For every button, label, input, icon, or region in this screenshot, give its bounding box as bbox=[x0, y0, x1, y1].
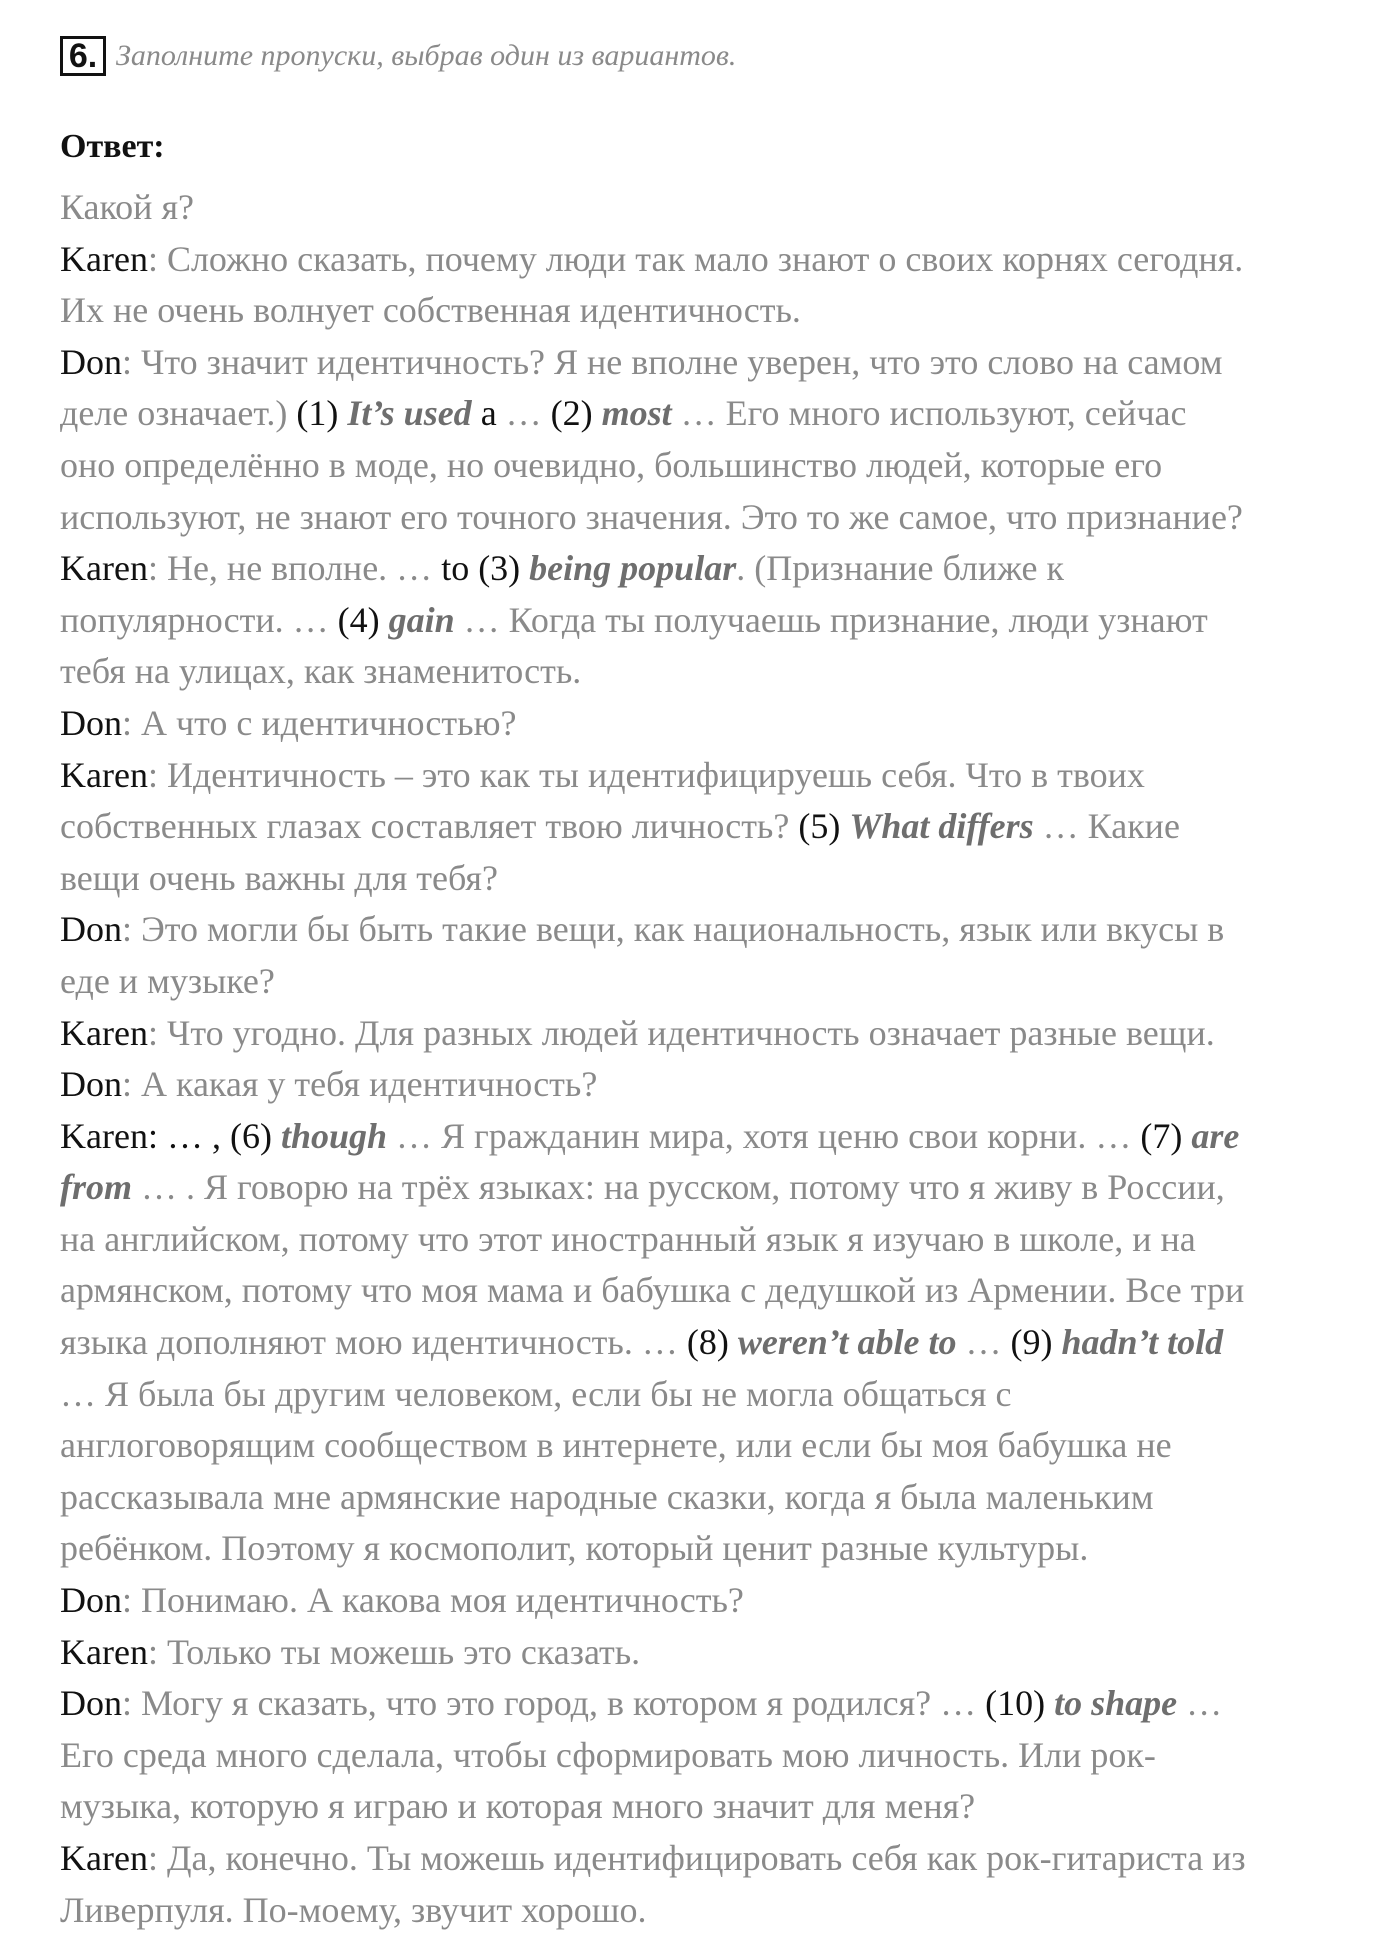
speaker-or-marker: a bbox=[471, 393, 506, 434]
text-line bbox=[60, 750, 1380, 802]
answer-fill: It’s used bbox=[347, 393, 472, 434]
text-line bbox=[60, 853, 1380, 905]
text-segment: … Какие bbox=[1033, 806, 1180, 847]
answer-fill: to shape bbox=[1054, 1683, 1178, 1724]
speaker-or-marker: to (3) bbox=[441, 548, 530, 589]
text-segment: используют, не знают его точного значения. Это то же самое, что признание? bbox=[60, 496, 1243, 537]
text-line bbox=[60, 543, 1380, 595]
text-line bbox=[60, 595, 1380, 647]
answer-fill: weren’t able to bbox=[737, 1322, 957, 1363]
text-line bbox=[60, 1369, 1380, 1421]
text-segment: ребёнком. Поэтому я космополит, который ценит разные культуры. bbox=[60, 1528, 1089, 1569]
text-segment: … bbox=[956, 1322, 1011, 1363]
text-segment: : А что с идентичностью? bbox=[122, 702, 517, 743]
speaker-or-marker: Don bbox=[60, 1580, 122, 1621]
text-segment: … bbox=[505, 393, 551, 434]
speaker-or-marker: Karen bbox=[60, 1115, 148, 1156]
text-line bbox=[60, 1111, 1380, 1163]
text-segment: собственных глазах составляет твою личность? bbox=[60, 806, 799, 847]
text-segment: . (Признание ближе к bbox=[736, 548, 1064, 589]
text-segment: : Что угодно. Для разных людей идентичность означает разные вещи. bbox=[147, 1012, 1215, 1053]
text-segment: … Когда ты получаешь признание, люди узнают bbox=[454, 599, 1208, 640]
text-segment: Его среда много сделала, чтобы сформировать мою личность. Или рок- bbox=[60, 1734, 1156, 1775]
dialogue-text bbox=[60, 182, 1380, 1936]
text-segment: языка дополняют мою идентичность. … bbox=[60, 1322, 687, 1363]
speaker-or-marker: Don bbox=[60, 1683, 122, 1724]
text-line bbox=[60, 1265, 1380, 1317]
text-line bbox=[60, 1730, 1380, 1782]
speaker-or-marker: Karen bbox=[60, 754, 148, 795]
text-line bbox=[60, 1162, 1380, 1214]
text-line bbox=[60, 1317, 1380, 1369]
text-line bbox=[60, 182, 1380, 234]
text-segment: вещи очень важны для тебя? bbox=[60, 857, 498, 898]
text-line bbox=[60, 1059, 1380, 1111]
task-header bbox=[60, 36, 736, 76]
answer-fill: from bbox=[60, 1167, 132, 1208]
text-line bbox=[60, 1575, 1380, 1627]
answer-fill: are bbox=[1191, 1115, 1240, 1156]
text-segment: еде и музыке? bbox=[60, 960, 275, 1001]
text-line bbox=[60, 1523, 1380, 1575]
text-line bbox=[60, 1781, 1380, 1833]
speaker-or-marker: (9) bbox=[1010, 1322, 1062, 1363]
text-line bbox=[60, 492, 1380, 544]
answer-fill: though bbox=[280, 1115, 388, 1156]
text-line bbox=[60, 956, 1380, 1008]
text-line bbox=[60, 1420, 1380, 1472]
text-line bbox=[60, 234, 1380, 286]
text-segment: армянском, потому что моя мама и бабушка с дедушкой из Армении. Все три bbox=[60, 1270, 1245, 1311]
text-segment: тебя на улицах, как знаменитость. bbox=[60, 651, 582, 692]
task-number: 6. bbox=[60, 36, 106, 76]
speaker-or-marker: Don bbox=[60, 702, 122, 743]
text-line bbox=[60, 1627, 1380, 1679]
answer-fill: hadn’t told bbox=[1061, 1322, 1224, 1363]
text-line bbox=[60, 801, 1380, 853]
speaker-or-marker: Don bbox=[60, 909, 122, 950]
text-line bbox=[60, 1833, 1380, 1885]
text-segment: : Только ты можешь это сказать. bbox=[147, 1631, 641, 1672]
text-segment: … . Я говорю на трёх языках: на русском, потому что я живу в России, bbox=[132, 1167, 1225, 1208]
speaker-or-marker: Karen bbox=[60, 238, 148, 279]
text-line bbox=[60, 1885, 1380, 1937]
text-segment: … Я была бы другим человеком, если бы не могла общаться с bbox=[60, 1373, 1012, 1414]
text-segment: Ливерпуля. По-моему, звучит хорошо. bbox=[60, 1889, 647, 1930]
text-segment: англоговорящим сообществом в интернете, или если бы моя бабушка не bbox=[60, 1425, 1172, 1466]
speaker-or-marker: Don bbox=[60, 1064, 122, 1105]
speaker-or-marker: (7) bbox=[1140, 1115, 1192, 1156]
text-segment: Какой я? bbox=[60, 187, 194, 227]
text-segment: : А какая у тебя идентичность? bbox=[122, 1064, 598, 1105]
answer-label: Ответ: bbox=[60, 128, 165, 165]
text-segment: : Да, конечно. Ты можешь идентифицировать себя как рок-гитариста из bbox=[147, 1838, 1246, 1878]
text-segment: популярности. … bbox=[60, 599, 338, 640]
text-segment: : Идентичность – это как ты идентифицируешь себя. Что в твоих bbox=[147, 754, 1145, 795]
text-segment: : Это могли бы быть такие вещи, как национальность, язык или вкусы в bbox=[122, 909, 1225, 950]
text-line bbox=[60, 1472, 1380, 1524]
speaker-or-marker: : … , (6) bbox=[147, 1115, 281, 1156]
text-segment: : Что значит идентичность? Я не вполне уверен, что это слово на самом bbox=[122, 341, 1223, 382]
answer-fill: most bbox=[601, 393, 672, 434]
task-instruction: Заполните пропуски, выбрав один из вариантов. bbox=[116, 39, 737, 72]
text-line bbox=[60, 337, 1380, 389]
speaker-or-marker: Karen bbox=[60, 1838, 148, 1878]
answer-fill: being popular bbox=[529, 548, 737, 589]
text-segment: : Могу я сказать, что это город, в котором я родился? … bbox=[122, 1683, 986, 1724]
speaker-or-marker: Karen bbox=[60, 548, 148, 589]
speaker-or-marker: (4) bbox=[337, 599, 389, 640]
speaker-or-marker: Don bbox=[60, 341, 122, 382]
text-line bbox=[60, 388, 1380, 440]
speaker-or-marker: Karen bbox=[60, 1012, 148, 1053]
text-segment: … Я гражданин мира, хотя ценю свои корни. … bbox=[387, 1115, 1141, 1156]
text-line bbox=[60, 646, 1380, 698]
speaker-or-marker: (2) bbox=[550, 393, 602, 434]
speaker-or-marker: Karen bbox=[60, 1631, 148, 1672]
text-segment: Их не очень волнует собственная идентичность. bbox=[60, 290, 801, 331]
text-segment: … bbox=[1177, 1683, 1223, 1724]
text-line bbox=[60, 285, 1380, 337]
text-segment: … Его много используют, сейчас bbox=[671, 393, 1187, 434]
speaker-or-marker: (1) bbox=[296, 393, 348, 434]
text-line bbox=[60, 698, 1380, 750]
text-segment: : Не, не вполне. … bbox=[147, 548, 442, 589]
text-segment: музыка, которую я играю и которая много значит для меня? bbox=[60, 1786, 976, 1827]
speaker-or-marker: (5) bbox=[798, 806, 850, 847]
answer-fill: gain bbox=[388, 599, 455, 640]
answer-fill: What differs bbox=[849, 806, 1034, 847]
text-line bbox=[60, 440, 1380, 492]
text-segment: : Понимаю. А какова моя идентичность? bbox=[122, 1580, 744, 1621]
text-segment: деле означает.) bbox=[60, 393, 297, 434]
text-segment: рассказывала мне армянские народные сказки, когда я была маленьким bbox=[60, 1476, 1154, 1517]
text-segment: на английском, потому что этот иностранный язык я изучаю в школе, и на bbox=[60, 1218, 1196, 1259]
text-segment: оно определённо в моде, но очевидно, большинство людей, которые его bbox=[60, 444, 1163, 485]
text-line bbox=[60, 1008, 1380, 1060]
text-segment: : Сложно сказать, почему люди так мало знают о своих корнях сегодня. bbox=[147, 238, 1244, 279]
text-line bbox=[60, 1678, 1380, 1730]
speaker-or-marker: (10) bbox=[985, 1683, 1055, 1724]
text-line bbox=[60, 904, 1380, 956]
speaker-or-marker: (8) bbox=[686, 1322, 738, 1363]
text-line bbox=[60, 1214, 1380, 1266]
